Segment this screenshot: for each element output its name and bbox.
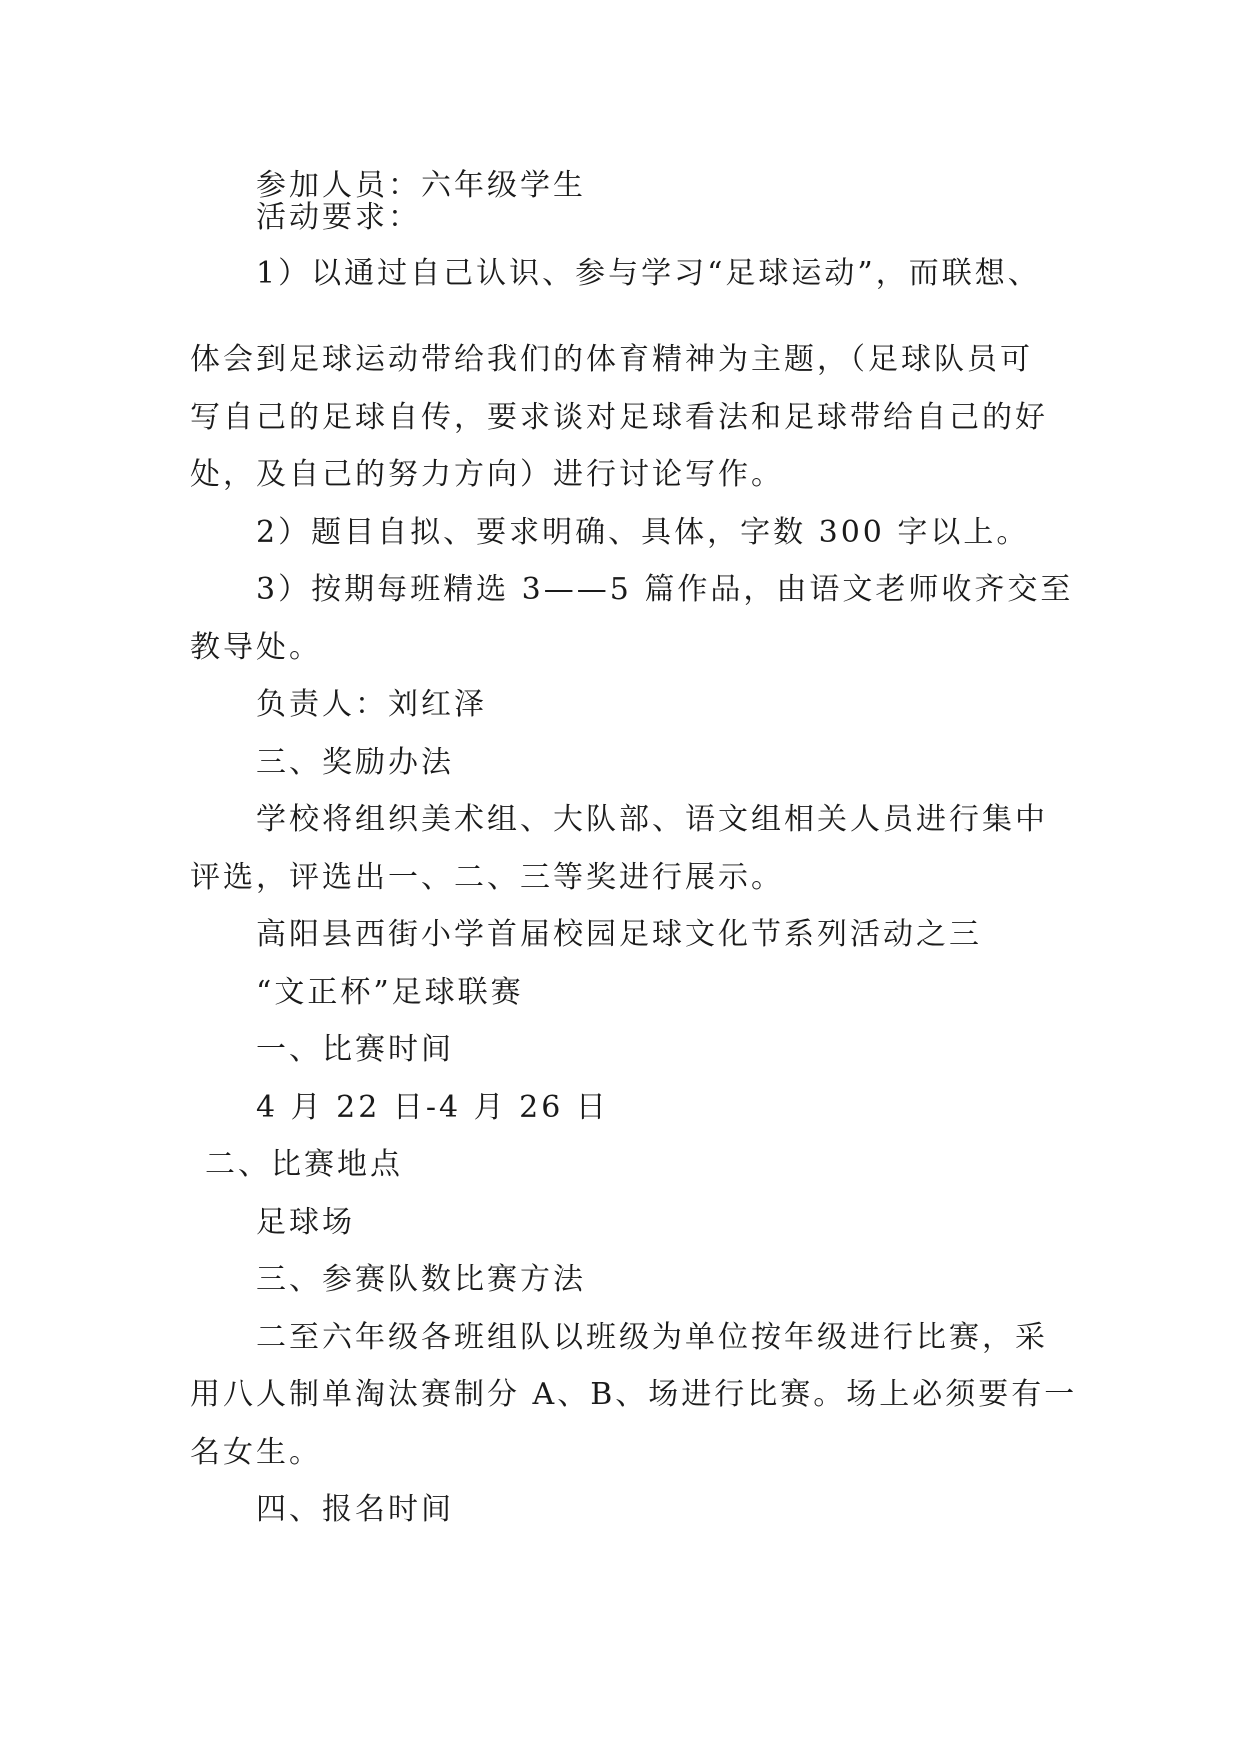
requirement-1-line-3: 写自己的足球自传，要求谈对足球看法和足球带给自己的好 bbox=[190, 400, 1048, 435]
requirement-3-line-2: 教导处。 bbox=[190, 630, 322, 665]
series-title-line: 高阳县西街小学首届校园足球文化节系列活动之三 bbox=[256, 917, 982, 952]
activity-requirements-heading: 活动要求： bbox=[256, 200, 421, 235]
match-dates-line: 4 月 22 日-4 月 26 日 bbox=[256, 1090, 609, 1125]
teams-paragraph-line-3: 名女生。 bbox=[190, 1435, 322, 1470]
teams-paragraph-line-2: 用八人制单淘汰赛制分 A、B、场进行比赛。场上必须要有一 bbox=[190, 1377, 1078, 1412]
requirement-1-line-4: 处，及自己的努力方向）进行讨论写作。 bbox=[190, 457, 784, 492]
section-heading-time: 一、比赛时间 bbox=[256, 1032, 454, 1067]
section-heading-registration-time: 四、报名时间 bbox=[256, 1492, 454, 1527]
rewards-paragraph-line-1: 学校将组织美术组、大队部、语文组相关人员进行集中 bbox=[256, 802, 1048, 837]
teams-paragraph-line-1: 二至六年级各班组队以班级为单位按年级进行比赛，采 bbox=[256, 1320, 1048, 1355]
requirement-1-line-2: 体会到足球运动带给我们的体育精神为主题，（足球队员可 bbox=[190, 342, 1033, 377]
requirement-3-line-1: 3）按期每班精选 3——5 篇作品，由语文老师收齐交至 bbox=[256, 572, 1074, 607]
section-heading-teams-method: 三、参赛队数比赛方法 bbox=[256, 1262, 586, 1297]
person-in-charge-line: 负责人：刘红泽 bbox=[256, 687, 487, 722]
location-line: 足球场 bbox=[256, 1205, 355, 1240]
section-heading-location: 二、比赛地点 bbox=[205, 1147, 403, 1182]
rewards-paragraph-line-2: 评选，评选出一、二、三等奖进行展示。 bbox=[190, 860, 784, 895]
section-heading-rewards: 三、奖励办法 bbox=[256, 745, 454, 780]
requirement-1-line-1: 1）以通过自己认识、参与学习“足球运动”，而联想、 bbox=[256, 256, 1041, 291]
participants-line: 参加人员：六年级学生 bbox=[256, 168, 586, 203]
league-title-line: “文正杯”足球联赛 bbox=[256, 975, 524, 1010]
requirement-2-line: 2）题目自拟、要求明确、具体，字数 300 字以上。 bbox=[256, 515, 1030, 550]
